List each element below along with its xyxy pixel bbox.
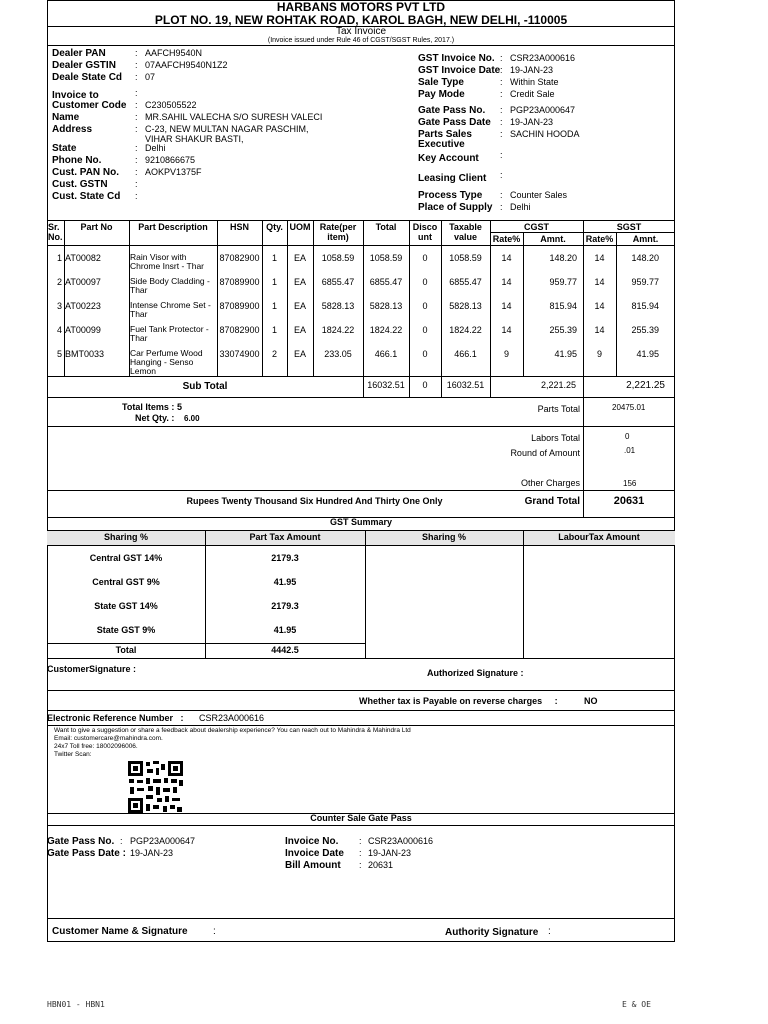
- col-cgst-rate: Rate%: [492, 234, 521, 244]
- gst-sharing2-header: Sharing %: [421, 532, 466, 542]
- colon: :: [135, 100, 138, 110]
- total-items-label: Total Items :: [122, 402, 175, 412]
- invoice-to-label: Invoice to: [52, 90, 99, 101]
- process-type: Counter Sales: [510, 190, 568, 200]
- table-cell-ca: 959.77: [549, 277, 577, 287]
- colon: :: [135, 191, 138, 201]
- colon: :: [135, 167, 138, 177]
- rule-note: (Invoice issued under Rule 46 of CGST/SGST Rules, 2017.): [267, 37, 455, 44]
- gatepass-date-label: Gate Pass Date :: [47, 848, 126, 859]
- gst-invoice-date: 19-JAN-23: [510, 65, 554, 75]
- table-cell-taxable: 466.1: [454, 349, 477, 359]
- place-of-supply: Delhi: [510, 202, 531, 212]
- table-cell-disc: 0: [422, 277, 428, 287]
- customer-address-line1: C-23, NEW MULTAN NAGAR PASCHIM,: [145, 124, 309, 134]
- table-cell-ca: 255.39: [549, 325, 577, 335]
- ern-value: CSR23A000616: [199, 713, 265, 723]
- table-cell-sr_pct: 14: [594, 301, 605, 311]
- qr-code-icon[interactable]: [127, 760, 184, 814]
- table-cell-sa: 41.95: [636, 349, 659, 359]
- colon: :: [135, 72, 138, 82]
- pay-mode: Credit Sale: [510, 89, 555, 99]
- round-amount: .01: [624, 446, 636, 455]
- gst-summary-title: GST Summary: [329, 517, 393, 527]
- table-cell-uom: EA: [293, 349, 306, 359]
- table-cell-total: 5828.13: [369, 301, 403, 311]
- table-cell-disc: 0: [422, 301, 428, 311]
- customer-pan: AOKPV1375F: [145, 167, 202, 177]
- colon: :: [500, 170, 503, 180]
- gst-invoice-no-label: GST Invoice No.: [418, 53, 495, 64]
- gst-row-amount: 41.95: [273, 625, 297, 635]
- colon: :: [135, 60, 138, 70]
- col-sr: Sr. No.: [48, 222, 63, 242]
- table-cell-uom: EA: [293, 325, 306, 335]
- col-description: Part Description: [138, 222, 208, 232]
- reverse-charge-label: Whether tax is Payable on reverse charges :: [359, 696, 558, 706]
- table-cell-desc: Fuel Tank Protector - Thar: [130, 324, 209, 343]
- col-discount: Disco unt: [412, 222, 438, 242]
- colon: :: [135, 124, 138, 134]
- table-cell-uom: EA: [293, 277, 306, 287]
- exec-label-2: Executive: [418, 139, 465, 150]
- gst-total-label: Total: [115, 645, 137, 655]
- labors-total-label: Labors Total: [531, 433, 580, 443]
- company-name: HARBANS MOTORS PVT LTD: [276, 0, 446, 14]
- table-cell-rate: 233.05: [324, 349, 352, 359]
- table-cell-disc: 0: [422, 325, 428, 335]
- customer-address-label: Address: [52, 124, 93, 135]
- col-hsn: HSN: [229, 222, 249, 232]
- subtotal-label: Sub Total: [182, 381, 228, 392]
- gate-pass-date: 19-JAN-23: [510, 117, 554, 127]
- customer-state: Delhi: [145, 143, 166, 153]
- table-cell-sr: 2: [56, 277, 62, 287]
- authority-signature-label: Authority Signature: [445, 927, 539, 938]
- customer-code-label: Customer Code: [52, 100, 127, 111]
- col-total: Total: [375, 222, 397, 232]
- colon: :: [135, 112, 138, 122]
- table-cell-disc: 0: [422, 349, 428, 359]
- table-cell-desc: Rain Visor with Chrome Insrt - Thar: [130, 252, 205, 271]
- customer-name-label: Name: [52, 112, 80, 123]
- table-cell-sa: 148.20: [631, 253, 659, 263]
- colon: :: [359, 848, 362, 858]
- subtotal-taxable: 16032.51: [446, 380, 485, 390]
- labors-total: 0: [625, 432, 630, 441]
- grand-total: 20631: [613, 495, 645, 507]
- other-charges-label: Other Charges: [520, 478, 580, 488]
- col-sgst-rate: Rate%: [585, 234, 614, 244]
- gst-row-label: Central GST 9%: [92, 577, 160, 587]
- dealer-state-label: Deale State Cd: [52, 72, 123, 83]
- colon: :: [500, 89, 503, 99]
- table-cell-taxable: 6855.47: [449, 277, 482, 287]
- table-cell-rate: 1824.22: [321, 325, 355, 335]
- place-of-supply-label: Place of Supply: [418, 202, 493, 213]
- table-cell-qty: 1: [271, 277, 277, 287]
- col-qty: Qty.: [266, 222, 283, 232]
- col-sgst: SGST: [616, 222, 642, 232]
- col-uom: UOM: [289, 222, 311, 232]
- colon: :: [213, 926, 216, 937]
- colon: :: [500, 117, 503, 127]
- colon: :: [135, 48, 138, 58]
- gst-labour-header: LabourTax Amount: [558, 532, 640, 542]
- gst-row-amount: 2179.3: [271, 601, 299, 611]
- gst-part-tax-header: Part Tax Amount: [249, 532, 321, 542]
- total-items: 5: [177, 402, 183, 412]
- table-cell-hsn: 87089900: [219, 277, 260, 287]
- col-part-no: Part No: [80, 222, 113, 232]
- customer-pan-label: Cust. PAN No.: [52, 167, 120, 178]
- dealer-pan-label: Dealer PAN: [52, 48, 106, 59]
- gst-total: 4442.5: [271, 645, 299, 655]
- customer-signature-label: CustomerSignature :: [47, 664, 137, 674]
- colon: :: [500, 202, 503, 212]
- gst-row-amount: 2179.3: [271, 553, 299, 563]
- gatepass-bill: 20631: [368, 860, 394, 870]
- colon: :: [500, 53, 503, 63]
- dealer-gstin-label: Dealer GSTIN: [52, 60, 116, 71]
- net-qty-label: Net Qty. :: [135, 413, 175, 423]
- customer-gstn-label: Cust. GSTN: [52, 179, 108, 190]
- table-cell-ca: 41.95: [554, 349, 577, 359]
- table-cell-hsn: 87082900: [219, 253, 260, 263]
- colon: :: [500, 77, 503, 87]
- customer-phone-label: Phone No.: [52, 155, 102, 166]
- col-rate: Rate(per item): [319, 222, 357, 242]
- dealer-state: 07: [145, 72, 156, 82]
- table-cell-desc: Side Body Cladding - Thar: [130, 276, 210, 295]
- footer-right: E & OE: [622, 1000, 651, 1009]
- table-cell-cr: 14: [501, 253, 512, 263]
- subtotal-sgst: 2,221.25: [626, 380, 665, 391]
- gatepass-bill-label: Bill Amount: [285, 860, 341, 871]
- table-cell-sr: 1: [56, 253, 62, 263]
- col-cgst: CGST: [523, 222, 549, 232]
- gatepass-invoice-label: Invoice No.: [285, 836, 339, 847]
- feedback-tollfree: 24x7 Toll free: 18002096006.: [54, 743, 138, 750]
- subtotal-discount: 0: [422, 380, 428, 390]
- colon: :: [500, 190, 503, 200]
- parts-total: 20475.01: [612, 403, 646, 412]
- gst-row-label: State GST 14%: [94, 601, 158, 611]
- col-cgst-amount: Amnt.: [540, 234, 566, 244]
- table-cell-total: 6855.47: [369, 277, 403, 287]
- table-cell-hsn: 87089900: [219, 301, 260, 311]
- table-cell-part: BMT0033: [65, 349, 105, 359]
- table-cell-sr: 3: [56, 301, 62, 311]
- gate-pass: PGP23A000647: [510, 105, 576, 115]
- authorized-signature-label: Authorized Signature :: [427, 668, 524, 678]
- table-cell-cr: 9: [503, 349, 509, 359]
- round-amount-label: Round of Amount: [510, 448, 580, 458]
- table-cell-rate: 5828.13: [321, 301, 355, 311]
- colon: :: [120, 836, 123, 846]
- colon: :: [500, 105, 503, 115]
- company-address: PLOT NO. 19, NEW ROHTAK ROAD, KAROL BAGH, NEW DELHI, -110005: [154, 13, 568, 27]
- dealer-gstin: 07AAFCH9540N1Z2: [145, 60, 228, 70]
- dealer-pan: AAFCH9540N: [145, 48, 203, 58]
- amount-in-words: Rupees Twenty Thousand Six Hundred And Thirty One Only: [186, 496, 443, 506]
- gate-pass-date-label: Gate Pass Date: [418, 117, 491, 128]
- gatepass-invoice: CSR23A000616: [368, 836, 434, 846]
- gate-pass-label: Gate Pass No.: [418, 105, 486, 116]
- table-cell-total: 1058.59: [369, 253, 403, 263]
- feedback-email: Email: customercare@mahindra.com.: [54, 735, 163, 742]
- table-cell-qty: 1: [271, 325, 277, 335]
- table-cell-part: AT00097: [65, 277, 101, 287]
- table-cell-sr_pct: 14: [594, 325, 605, 335]
- gatepass-invoice-date-label: Invoice Date: [285, 848, 344, 859]
- colon: :: [359, 860, 362, 870]
- table-cell-cr: 14: [501, 277, 512, 287]
- grand-total-label: Grand Total: [524, 496, 580, 507]
- col-taxable: Taxable value: [449, 222, 482, 242]
- gatepass-date: 19-JAN-23: [130, 848, 174, 858]
- table-cell-hsn: 87082900: [219, 325, 260, 335]
- customer-phone: 9210866675: [145, 155, 196, 165]
- doc-title: Tax Invoice: [335, 26, 387, 37]
- customer-name: MR.SAHIL VALECHA S/O SURESH VALECI: [145, 112, 323, 122]
- gate-pass-title: Counter Sale Gate Pass: [310, 813, 412, 823]
- gst-row-amount: 41.95: [273, 577, 297, 587]
- table-cell-taxable: 1058.59: [449, 253, 482, 263]
- other-charges: 156: [623, 479, 637, 488]
- table-cell-rate: 1058.59: [321, 253, 355, 263]
- table-cell-hsn: 33074900: [219, 349, 260, 359]
- subtotal-total: 16032.51: [367, 380, 405, 390]
- exec-label-1: Parts Sales: [418, 129, 472, 140]
- colon: :: [359, 836, 362, 846]
- pay-mode-label: Pay Mode: [418, 89, 465, 100]
- colon: :: [548, 926, 551, 937]
- customer-state-label: State: [52, 143, 77, 154]
- gst-row-label: Central GST 14%: [89, 553, 163, 563]
- sale-type: Within State: [510, 77, 559, 87]
- gst-sharing-header: Sharing %: [103, 532, 148, 542]
- table-cell-taxable: 1824.22: [449, 325, 482, 335]
- gst-row-label: State GST 9%: [96, 625, 156, 635]
- table-cell-rate: 6855.47: [321, 277, 355, 287]
- reverse-charge-value: NO: [584, 696, 598, 706]
- table-cell-sa: 815.94: [631, 301, 659, 311]
- colon: :: [135, 179, 138, 189]
- parts-total-label: Parts Total: [537, 404, 580, 414]
- exec-name: SACHIN HOODA: [510, 129, 580, 139]
- colon: :: [500, 65, 503, 75]
- gatepass-invoice-date: 19-JAN-23: [368, 848, 412, 858]
- footer-left: HBN01 - HBN1: [47, 1000, 105, 1009]
- table-cell-uom: EA: [293, 253, 306, 263]
- feedback-line-1: Want to give a suggestion or share a feedback about dealership experience? You can reach out to Mahindra & Mahindra Ltd: [54, 727, 411, 734]
- gatepass-no-label: Gate Pass No.: [47, 836, 115, 847]
- key-account-label: Key Account: [418, 153, 479, 164]
- gatepass-no: PGP23A000647: [130, 836, 196, 846]
- subtotal-cgst: 2,221.25: [540, 380, 576, 390]
- process-type-label: Process Type: [418, 190, 483, 201]
- ern-label: Electronic Reference Number :: [47, 713, 184, 723]
- table-cell-qty: 2: [271, 349, 277, 359]
- customer-code: C230505522: [145, 100, 197, 110]
- table-cell-part: AT00223: [65, 301, 101, 311]
- colon: :: [500, 150, 503, 160]
- customer-statecd-label: Cust. State Cd: [52, 191, 121, 202]
- sale-type-label: Sale Type: [418, 77, 464, 88]
- colon: :: [135, 155, 138, 165]
- table-cell-uom: EA: [293, 301, 306, 311]
- colon: :: [135, 88, 138, 98]
- net-qty: 6.00: [184, 414, 200, 423]
- table-cell-sa: 959.77: [631, 277, 659, 287]
- table-cell-sr_pct: 14: [594, 253, 605, 263]
- leasing-client-label: Leasing Client: [418, 173, 487, 184]
- table-cell-cr: 14: [501, 325, 512, 335]
- table-cell-ca: 148.20: [549, 253, 577, 263]
- table-cell-taxable: 5828.13: [449, 301, 482, 311]
- table-cell-sr: 5: [56, 349, 62, 359]
- customer-address-line2: VIHAR SHAKUR BASTI,: [145, 134, 244, 144]
- table-cell-qty: 1: [271, 253, 277, 263]
- feedback-twitter: Twitter Scan:: [54, 751, 92, 758]
- gst-invoice-date-label: GST Invoice Date: [418, 65, 501, 76]
- colon: :: [135, 143, 138, 153]
- colon: :: [500, 129, 503, 139]
- table-cell-ca: 815.94: [549, 301, 577, 311]
- table-cell-part: AT00082: [65, 253, 101, 263]
- table-cell-desc: Intense Chrome Set - Thar: [130, 300, 211, 319]
- customer-name-signature-label: Customer Name & Signature: [52, 926, 188, 937]
- table-cell-total: 466.1: [374, 349, 398, 359]
- table-cell-sr_pct: 9: [596, 349, 602, 359]
- table-cell-sr_pct: 14: [594, 277, 605, 287]
- table-cell-qty: 1: [271, 301, 277, 311]
- table-cell-cr: 14: [501, 301, 512, 311]
- col-sgst-amount: Amnt.: [632, 234, 659, 244]
- table-cell-sr: 4: [56, 325, 62, 335]
- table-cell-part: AT00099: [65, 325, 101, 335]
- gst-invoice-no: CSR23A000616: [510, 53, 576, 63]
- table-cell-sa: 255.39: [631, 325, 659, 335]
- table-cell-desc: Car Perfume Wood Hanging - Senso Lemon: [130, 348, 203, 376]
- table-cell-total: 1824.22: [369, 325, 403, 335]
- table-cell-disc: 0: [422, 253, 428, 263]
